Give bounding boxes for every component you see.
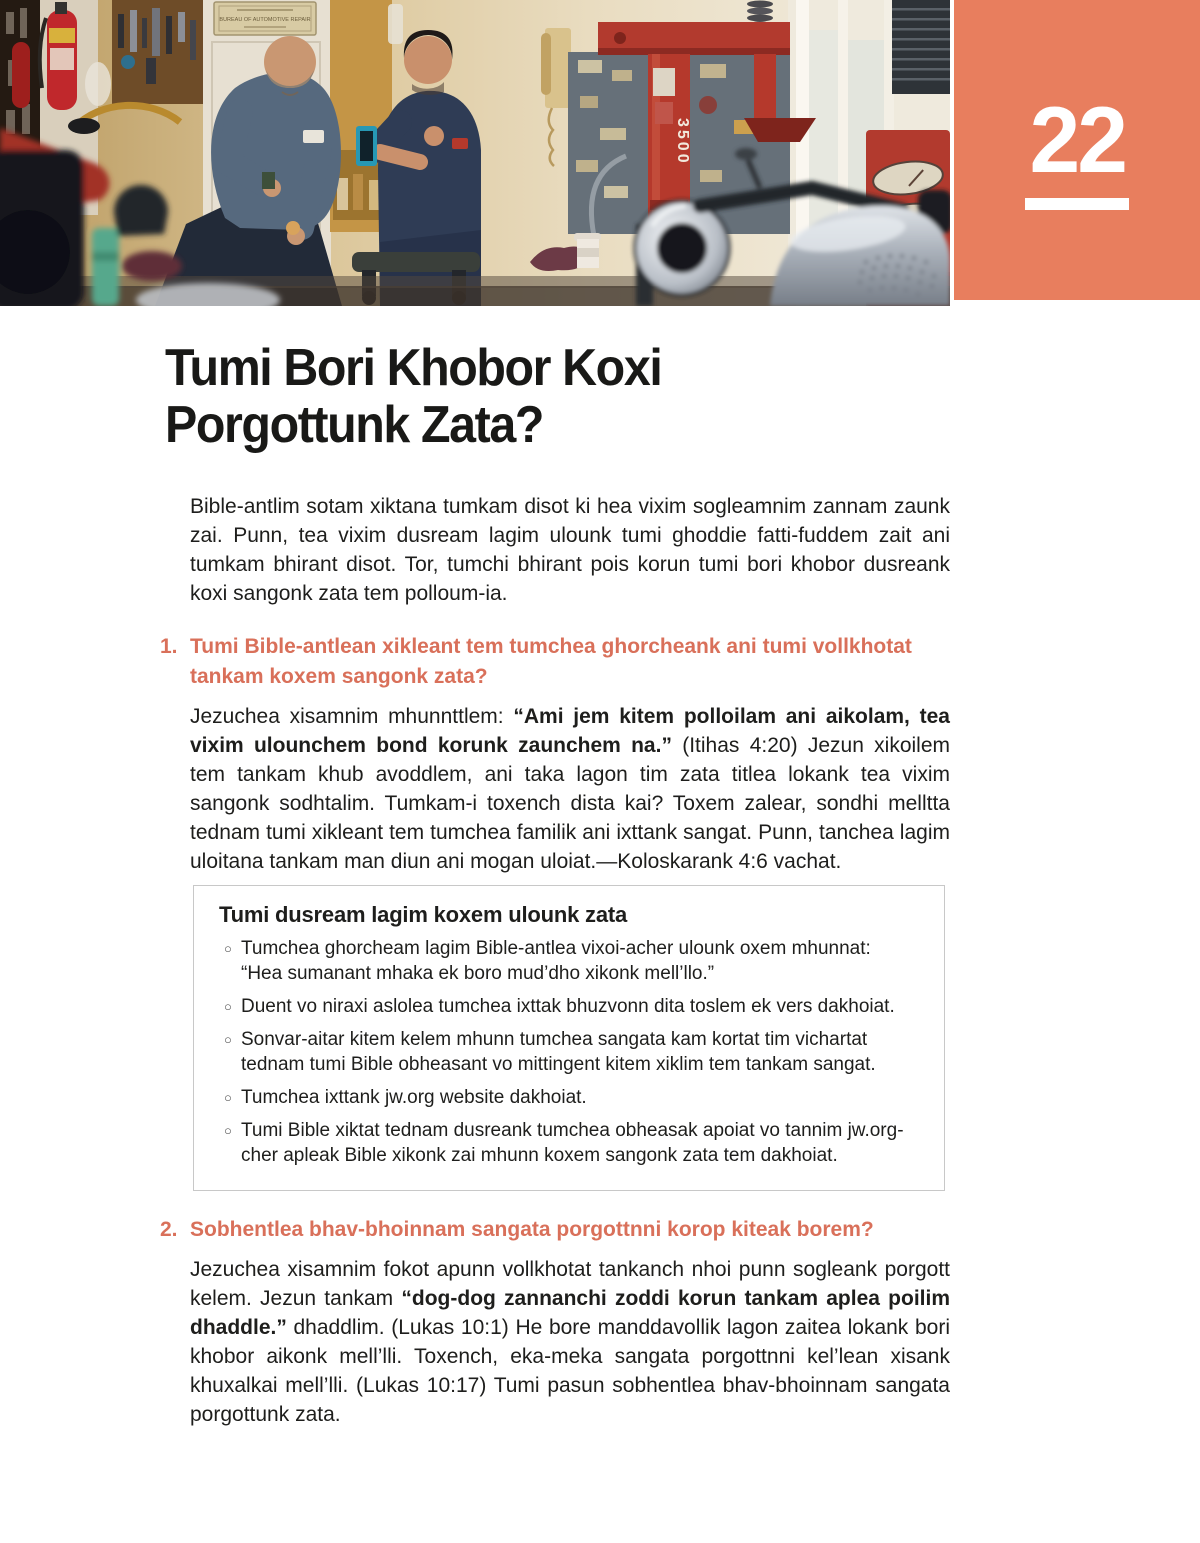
chapter-number: 22 bbox=[1029, 86, 1125, 192]
page-title: Tumi Bori Khobor Koxi Porgottunk Zata? bbox=[165, 339, 662, 455]
chapter-underline bbox=[1025, 198, 1129, 210]
question-2-number: 2. bbox=[160, 1218, 178, 1242]
article-body bbox=[0, 340, 1200, 1429]
question-1-number: 1. bbox=[160, 635, 178, 659]
garage-photo bbox=[0, 0, 950, 306]
circle-bullet-icon: ○ bbox=[224, 1090, 232, 1106]
tip-box-title: Tumi dusream lagim koxem ulounk zata bbox=[219, 902, 628, 928]
garage-photo-illustration bbox=[0, 0, 950, 306]
plaque-text: BUREAU OF AUTOMOTIVE REPAIR bbox=[219, 17, 311, 23]
circle-bullet-icon: ○ bbox=[224, 1032, 232, 1048]
question-2-heading bbox=[160, 1215, 950, 1245]
tip-item bbox=[219, 994, 920, 1019]
tip-item bbox=[219, 936, 920, 986]
lift-number-label: 3500 bbox=[674, 118, 691, 166]
chapter-number-block bbox=[954, 0, 1200, 300]
tip-item-text: Sonvar-aitar kitem kelem mhunn tumchea sangata kam kortat tim vichartat tednam tumi Bible obheasant vo mittingent kitem xiklim tem tankam sangat. bbox=[241, 1029, 876, 1076]
tip-item-text: Tumi Bible xiktat tednam dusreank tumchea obheasak apoiat vo tannim jw.org-cher apleak Bible xikonk zai mhunn koxem sangonk zata tem dakhoiat. bbox=[241, 1120, 904, 1167]
tip-item-text: Tumchea ghorcheam lagim Bible-antlea vixoi-acher ulounk oxem mhunnat: “Hea sumanant mhaka ek boro mud’dho xikonk mell’llo.” bbox=[241, 938, 871, 985]
tip-item bbox=[219, 1027, 920, 1077]
question-2-text: Sobhentlea bhav-bhoinnam sangata porgottnni korop kiteak borem? bbox=[190, 1218, 874, 1242]
tip-item bbox=[219, 1118, 920, 1168]
tip-item-text: Duent vo niraxi aslolea tumchea ixttak bhuzvonn dita toslem ek vers dakhoiat. bbox=[241, 996, 895, 1018]
hero-section bbox=[0, 0, 1200, 306]
intro-paragraph: Bible-antlim sotam xiktana tumkam disot ki hea vixim sogleamnim zannam zaunk zai. Punn, tea vixim dusream lagim ulounk tumi ghoddie fatti-fuddem zait ani tumkam bhirant disot. Tor, tumchi bhirant pois korun tumi bori khobor dusreank koxi sangonk zata tem polloum-ia. bbox=[190, 495, 950, 606]
circle-bullet-icon: ○ bbox=[224, 1123, 232, 1139]
question-1-text: Tumi Bible-antlean xikleant tem tumchea ghorcheank ani tumi vollkhotat tankam koxem sangonk zata? bbox=[190, 635, 912, 689]
tip-item bbox=[219, 1085, 920, 1110]
circle-bullet-icon: ○ bbox=[224, 999, 232, 1015]
tip-list bbox=[219, 936, 920, 1168]
tip-item-text: Tumchea ixttank jw.org website dakhoiat. bbox=[241, 1087, 587, 1109]
paragraph-1: Jezuchea xisamnim mhunnttlem: “Ami jem kitem polloilam ani aikolam, tea vixim ulounchem bond korunk zaunchem na.” (Itihas 4:20) Jezun xikoilem tem tankam khub avoddlem, ani taka lagon tim zata titlea lokank tea vixim sangonk sodhtalim. Tumkam-i toxench dista kai? Toxem zalear, sondhi melltta tednam tumi xikleant tem tumchea familik ani ixttank sangat. Punn, tanchea lagim uloitana tankam man diun ani mogan uloiat.—Koloskarank 4:6 vachat. bbox=[190, 705, 950, 874]
question-1-heading bbox=[160, 632, 950, 692]
circle-bullet-icon: ○ bbox=[224, 941, 232, 957]
paragraph-2: Jezuchea xisamnim fokot apunn vollkhotat tankanch nhoi punn sogleank porgott kelem. Jezun tankam “dog-dog zannanchi zoddi korun tankam aplea poilim dhaddle.” dhaddlim. (Lukas 10:1) He bore manddavollik lagon zaitea lokank bori khobor aikonk mell’lli. Toxench, eka-meka sangata porgottnni kel’lean xisank khuxalkai mell’lli. (Lukas 10:17) Tumi pasun sobhentlea bhav-bhoinnam sangata porgottunk zata. bbox=[190, 1258, 950, 1427]
tip-box bbox=[193, 885, 945, 1191]
